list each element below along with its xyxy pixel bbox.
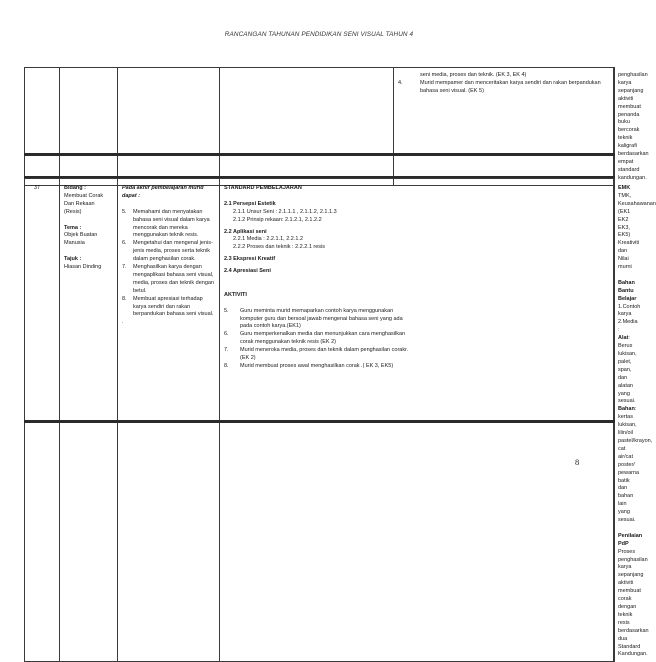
objective-item: 7. Menghasilkan karya dengan mengaplikasi bahasa seni visual, media, proses dan teknik dengan betul. [122,264,215,294]
activity-cell [394,68,614,186]
objective-cell [118,68,220,186]
activity-item: 6. Guru memperkenalkan media dan menunjukkan cara menghasilkan corak menggunakan teknik resis (EK 2) [224,331,406,346]
activity-item: 7. Murid meneroka media, proses dan teknik dalam penghasilan corakr. (EK 2) [224,347,409,362]
resources-cell: EMK TMK, Keusahawanan (EK1 EK2 EK3, EK5) Kreativiti dan Nilai murni Bahan Bantu Belajar 1.Contoh karya 2.Media : Alat: Berus lukisan, palet, span, dan alatan yang sesuai. Bahan: kertas lukisan, lilin/oil pastel/krayon, cat air/cat poster/ pewarna batik dan bahan lain yang sesuai. Penilaian PdP Proses penghasilan karya sepanjang aktiviti membuat corak dengan teknik resis berdasarkan dua Standard Kandungan. [614,179,615,662]
activity-item: 5. Guru meminta murid memaparkan contoh karya menggunakan komputer guru dan bersoal jawab mengenai bahasa seni yang ada pada contoh karya.(EK1) [224,307,403,330]
objectives-trailing: . [122,319,124,326]
continuation-table [24,67,649,186]
assessment-cell: penghasilan karya sepanjang aktiviti membuat penanda buku bercorak teknik kaligrafi berdasarkan empat standard kandungan. [614,68,615,186]
activity-line: seni media, proses dan teknik. (EK 3, EK 4) [420,72,527,78]
objective-item: 8. Membuat apresiasi terhadap karya sendiri dan rakan berpandukan bahasa seni visual. [122,295,214,318]
week-cell [25,68,60,186]
tajuk-value: Hiasan Dinding [64,264,102,271]
standards-heading: STANDARD PEMBELAJARAN [224,185,302,191]
standard-line: 2.2.1 Media : 2.2.1.1, 2.2.1.2 [233,236,304,243]
bidang-value: Membuat Corak Dan Rekaan (Resis) [64,192,104,215]
empty-cell [220,68,394,186]
table-divider [24,153,615,156]
tema-value: Objek Buatan Manusia [64,232,98,247]
tema-label: Tema : [64,224,82,231]
standard-title: 2.2 Aplikasi seni [224,228,267,235]
topic-cell [60,68,118,186]
week-number: 37 [25,179,60,662]
objective-item: 6. Mengetahui dan mengenal jenis-jenis media, proses serta teknik dalam penghasilan corak. [122,240,213,263]
objective-item: 5. Memahami dan menyatakan bahasa seni visual dalam karya mencorak dan mereka menggunakan teknik resis. [122,208,210,239]
table-divider [24,420,615,423]
activity-item: 8. Murid membuat proses awal menghasilkan corak .( EK 3, EK5) [224,362,394,369]
tajuk-label: Tajuk : [64,256,82,263]
standard-title: 2.4 Apresiasi Seni [224,268,271,275]
page-title: RANCANGAN TAHUNAN PENDIDIKAN SENI VISUAL TAHUN 4 [224,31,414,38]
standard-line: 2.2.2 Proses dan teknik : 2.2.2.1 resis [233,244,326,251]
page-number: 8 [575,457,580,467]
standard-title: 2.1 Persepsi Estetik [224,200,276,207]
activity-line: 4. Murid mempamer dan menceritakan karya sendiri dan rakan berpandukan bahasa seni visual. (EK 5) [398,79,601,94]
standard-line: 2.1.1 Unsur Seni : 2.1.1.1 , 2.1.1.2, 2.1.1.3 [233,208,337,215]
activity-heading: AKTIVITI [224,291,247,298]
bidang-label: Bidang : [64,185,86,191]
standard-title: 2.3 Ekspresi Kreatif [224,256,276,263]
objectives-heading: Pada akhir pembelajaran murid dapat : [122,185,204,199]
standard-line: 2.1.2 Prinsip rekaan: 2.1.2.1, 2.1.2.2 [233,216,322,223]
